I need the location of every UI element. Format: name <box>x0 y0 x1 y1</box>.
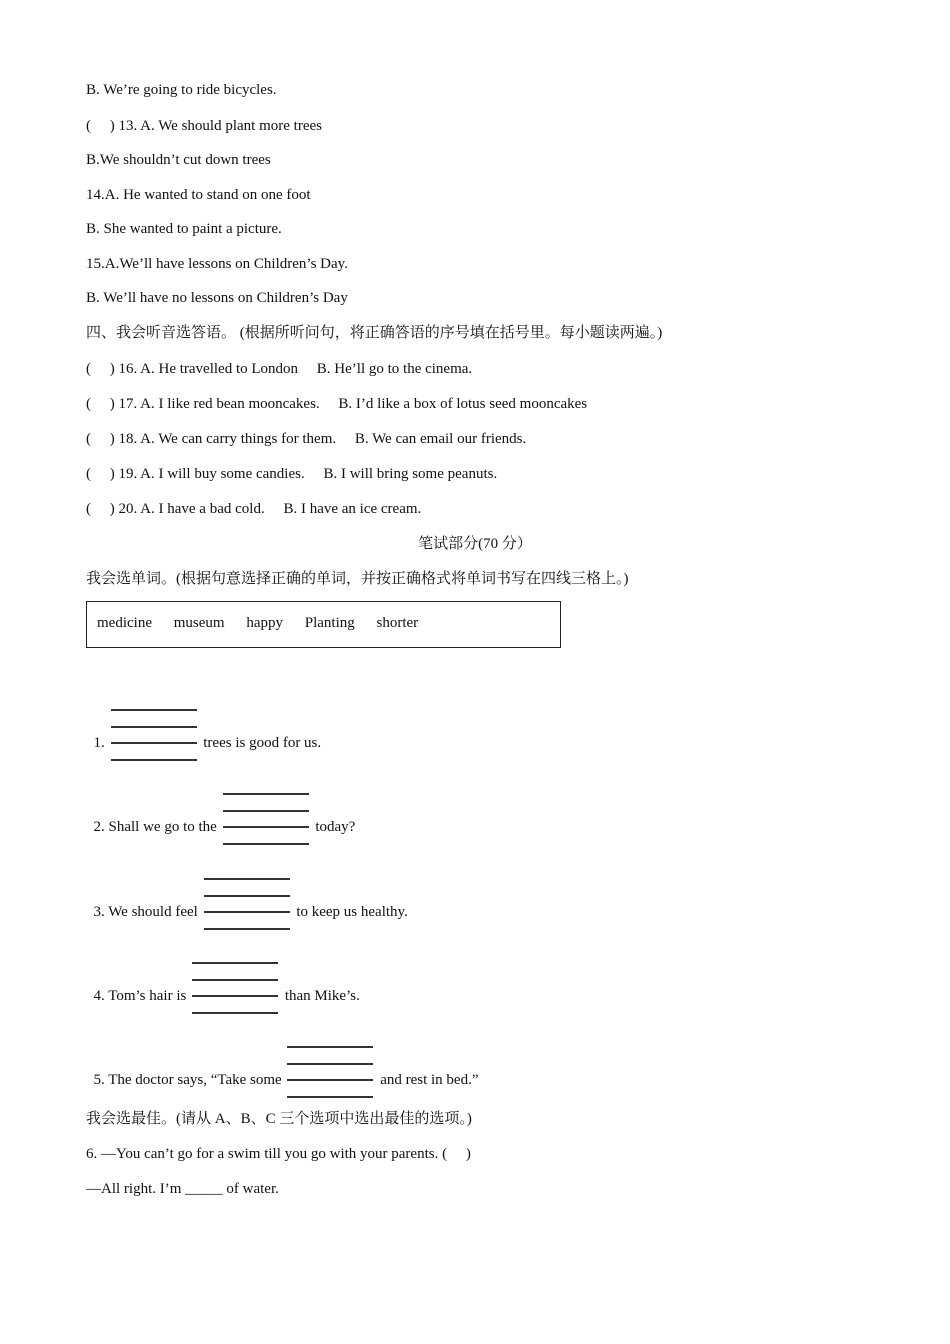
listening-line: B.We shouldn’t cut down trees <box>86 152 271 168</box>
four-line-blank[interactable] <box>223 817 309 837</box>
fill-item-text: 4. Tom’s hair is <box>93 988 191 1004</box>
fill-item-5 <box>86 1050 479 1090</box>
four-line-blank[interactable] <box>111 733 197 753</box>
fill-item-4 <box>86 966 360 1006</box>
fill-item-text: trees is good for us. <box>199 735 322 751</box>
section-4-heading: 四、我会听音选答语。 (根据所听问句，将正确答语的序号填在括号里。每小题读两遍。) <box>86 325 663 341</box>
question-item: ( ) 18. A. We can carry things for them. B. We can email our friends. <box>86 431 527 447</box>
word-bank-box <box>86 601 561 648</box>
four-line-blank[interactable] <box>192 986 278 1006</box>
fill-item-text: and rest in bed.” <box>376 1072 479 1088</box>
fill-item-3 <box>86 882 408 922</box>
question-item: ( ) 16. A. He travelled to London B. He’ll go to the cinema. <box>86 361 473 377</box>
best-choice-heading: 我会选最佳。(请从 A、B、C 三个选项中选出最佳的选项。) <box>86 1111 472 1127</box>
choose-words-heading: 我会选单词。(根据句意选择正确的单词，并按正确格式将单词书写在四线三格上。) <box>86 571 629 587</box>
word-bank-item: medicine <box>97 615 152 631</box>
listening-line: 15.A.We’ll have lessons on Children’s Day. <box>86 256 348 272</box>
fill-item-text: 2. Shall we go to the <box>93 819 221 835</box>
fill-item-text: than Mike’s. <box>281 988 360 1004</box>
word-bank <box>97 613 436 633</box>
listening-line: B. She wanted to paint a picture. <box>86 221 282 237</box>
word-bank-item: Planting <box>304 615 355 631</box>
fill-item-text: 3. We should feel <box>93 904 202 920</box>
question-item: ( ) 17. A. I like red bean mooncakes. B. I’d like a box of lotus seed mooncakes <box>86 396 588 412</box>
word-bank-item: shorter <box>376 615 419 631</box>
fill-item-text: 5. The doctor says, “Take some <box>93 1072 286 1088</box>
fill-item-1 <box>86 713 321 753</box>
four-line-blank[interactable] <box>204 902 290 922</box>
fill-item-text: 1. <box>93 735 109 751</box>
fill-item-text: today? <box>311 819 356 835</box>
fill-item-2 <box>86 797 355 837</box>
question-item: ( ) 19. A. I will buy some candies. B. I will bring some peanuts. <box>86 466 498 482</box>
question-6-line-2: —All right. I’m _____ of water. <box>86 1181 279 1197</box>
written-part-title: 笔试部分(70 分） <box>418 536 532 552</box>
listening-line: 14.A. He wanted to stand on one foot <box>86 187 311 203</box>
word-bank-item: museum <box>173 615 225 631</box>
listening-line: ( ) 13. A. We should plant more trees <box>86 118 322 134</box>
fill-item-text: to keep us healthy. <box>292 904 408 920</box>
question-6-line-1: 6. —You can’t go for a swim till you go with your parents. ( ) <box>86 1146 471 1162</box>
listening-line: B. We’ll have no lessons on Children’s Day <box>86 290 348 306</box>
question-item: ( ) 20. A. I have a bad cold. B. I have an ice cream. <box>86 501 422 517</box>
four-line-blank[interactable] <box>287 1070 373 1090</box>
word-bank-item: happy <box>246 615 283 631</box>
listening-line: B. We’re going to ride bicycles. <box>86 82 277 98</box>
